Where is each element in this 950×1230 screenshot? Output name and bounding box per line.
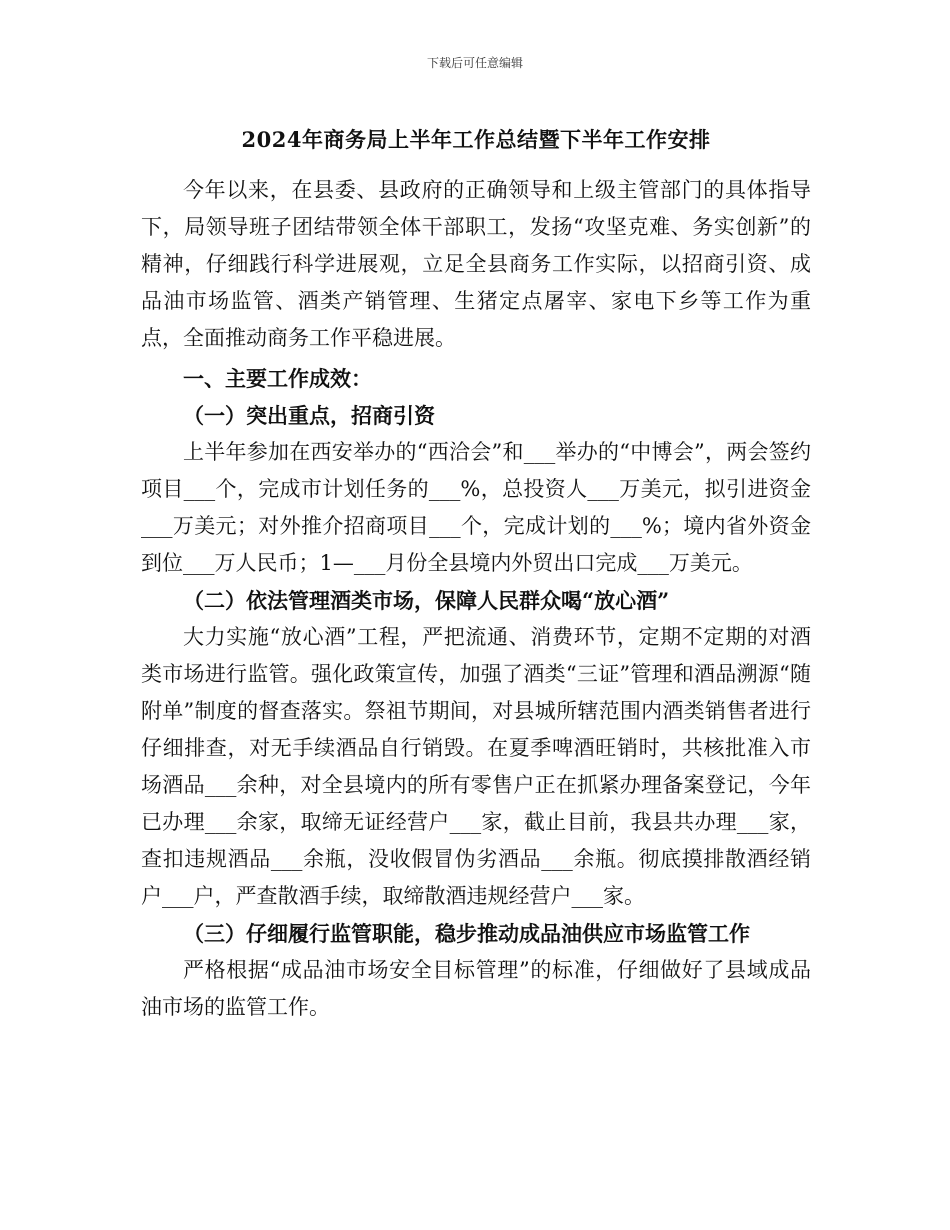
subsection-heading-investment: （一）突出重点，招商引资 [183, 403, 435, 428]
subsection-heading-oil-market: （三）仔细履行监管职能，稳步推动成品油供应市场监管工作 [183, 921, 750, 946]
subsection-heading-liquor-market: （二）依法管理酒类市场，保障人民群众喝“放心酒” [183, 588, 670, 613]
paragraph-oil-market: 严格根据“成品油市场安全目标管理”的标准，仔细做好了县域成品油市场的监管工作。 [141, 958, 811, 1019]
paragraph-investment: 上半年参加在西安举办的“西洽会”和___举办的“中博会”，两会签约项目___个，完成市计划任务的___%，总投资人___万美元，拟引进资金___万美元；对外推介招商项目___个，完成计划的___%；境内省外资金到位___万人民币；1—___月份全县境内外贸出口完成___万美元。 [141, 440, 811, 575]
paragraph-liquor-market: 大力实施“放心酒”工程，严把流通、消费环节，定期不定期的对酒类市场进行监管。强化政策宣传，加强了酒类“三证”管理和酒品溯源“随附单”制度的督查落实。祭祖节期间，对县城所辖范围内酒类销售者进行仔细排查，对无手续酒品自行销毁。在夏季啤酒旺销时，共核批准入市场酒品___余种，对全县境内的所有零售户正在抓紧办理备案登记，今年已办理___余家，取缔无证经营户___家，截止目前，我县共办理___家，查扣违规酒品___余瓶，没收假冒伪劣酒品___余瓶。彻底摸排散酒经销户___户，严查散酒手续，取缔散酒违规经营户___家。 [141, 625, 811, 908]
document-title: 2024年商务局上半年工作总结暨下半年工作安排 [241, 127, 711, 152]
page-header-note: 下载后可任意编辑 [426, 56, 523, 70]
intro-paragraph: 今年以来，在县委、县政府的正确领导和上级主管部门的具体指导下，局领导班子团结带领全体干部职工，发扬“攻坚克难、务实创新”的精神，仔细践行科学进展观，立足全县商务工作实际，以招商引资、成品油市场监管、酒类产销管理、生猪定点屠宰、家电下乡等工作为重点，全面推动商务工作平稳进展。 [141, 178, 811, 350]
document-body [141, 122, 811, 1026]
section-heading-main-achievements: 一、主要工作成效： [183, 366, 372, 391]
